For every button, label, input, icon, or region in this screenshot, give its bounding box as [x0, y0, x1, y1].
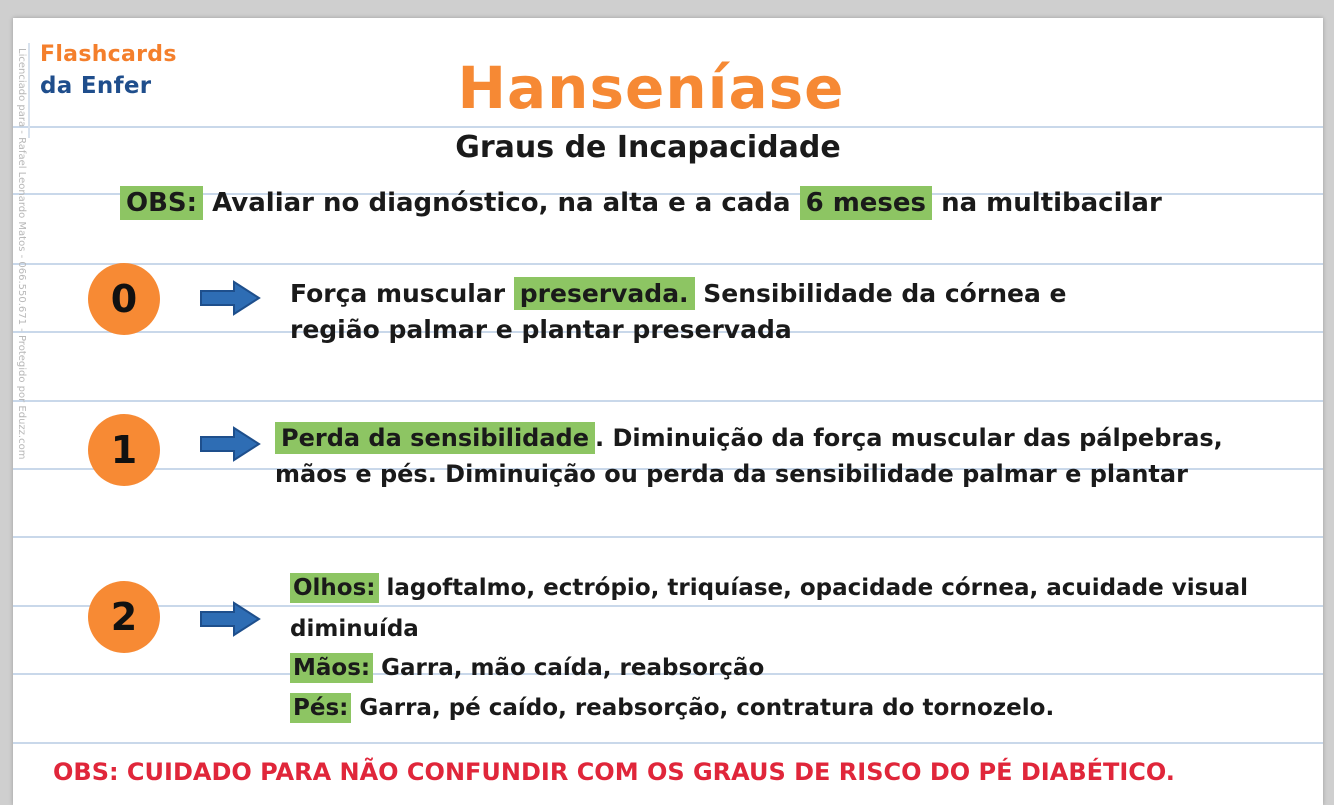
obs-highlight: 6 meses [800, 186, 932, 220]
grade-2-feet [290, 695, 1054, 721]
obs-warning: OBS: CUIDADO PARA NÃO CONFUNDIR COM OS GRAUS DE RISCO DO PÉ DIABÉTICO. [53, 758, 1175, 786]
license-watermark: Licenciado para - Rafael Leonardo Matos - 066.550.671 - Protegido por Eduzz.com [16, 48, 27, 460]
grade-0-description [290, 276, 1110, 348]
ruled-line [13, 263, 1323, 265]
logo-line-2: da Enfer [40, 73, 152, 99]
page-title: Hanseníase [457, 54, 845, 122]
page-subtitle: Graus de Incapacidade [455, 130, 841, 165]
right-arrow-icon [198, 425, 262, 463]
obs-text-before: Avaliar no diagnóstico, na alta e a cada [203, 188, 800, 218]
flashcard [13, 18, 1323, 805]
obs-text-after: na multibacilar [932, 188, 1162, 218]
grade-0-rest: Sensibilidade da córnea e região palmar e plantar preservada [290, 279, 1067, 344]
eyes-text: lagoftalmo, ectrópio, triquíase, opacidade córnea, acuidade visual [378, 575, 1249, 601]
obs-label: OBS: [120, 186, 203, 220]
ruled-line [13, 742, 1323, 744]
obs-note-top [120, 188, 1162, 218]
grade-1-rest: . Diminuição da força muscular das pálpebras, mãos e pés. Diminuição ou perda da sensibilidade palmar e plantar [275, 424, 1223, 488]
grade-2-eyes-cont: diminuída [290, 616, 419, 642]
grade-2-eyes [290, 575, 1248, 601]
feet-text: Garra, pé caído, reabsorção, contratura do tornozelo. [351, 695, 1055, 721]
grade-1-badge: 1 [88, 414, 160, 486]
grade-0-lead: Força muscular [290, 279, 514, 308]
ruled-line [13, 536, 1323, 538]
ruled-line [13, 126, 1323, 128]
grade-0-badge: 0 [88, 263, 160, 335]
hands-label: Mãos: [290, 653, 373, 683]
logo-line-1: Flashcards [40, 42, 177, 67]
ruled-line [13, 400, 1323, 402]
grade-1-highlight: Perda da sensibilidade [275, 422, 595, 454]
right-arrow-icon [198, 279, 262, 317]
grade-1-description [275, 420, 1275, 492]
grade-2-badge: 2 [88, 581, 160, 653]
grade-2-hands [290, 655, 764, 681]
grade-0-highlight: preservada. [514, 277, 695, 310]
hands-text: Garra, mão caída, reabsorção [373, 655, 765, 681]
eyes-label: Olhos: [290, 573, 379, 603]
right-arrow-icon [198, 600, 262, 638]
feet-label: Pés: [290, 693, 351, 723]
